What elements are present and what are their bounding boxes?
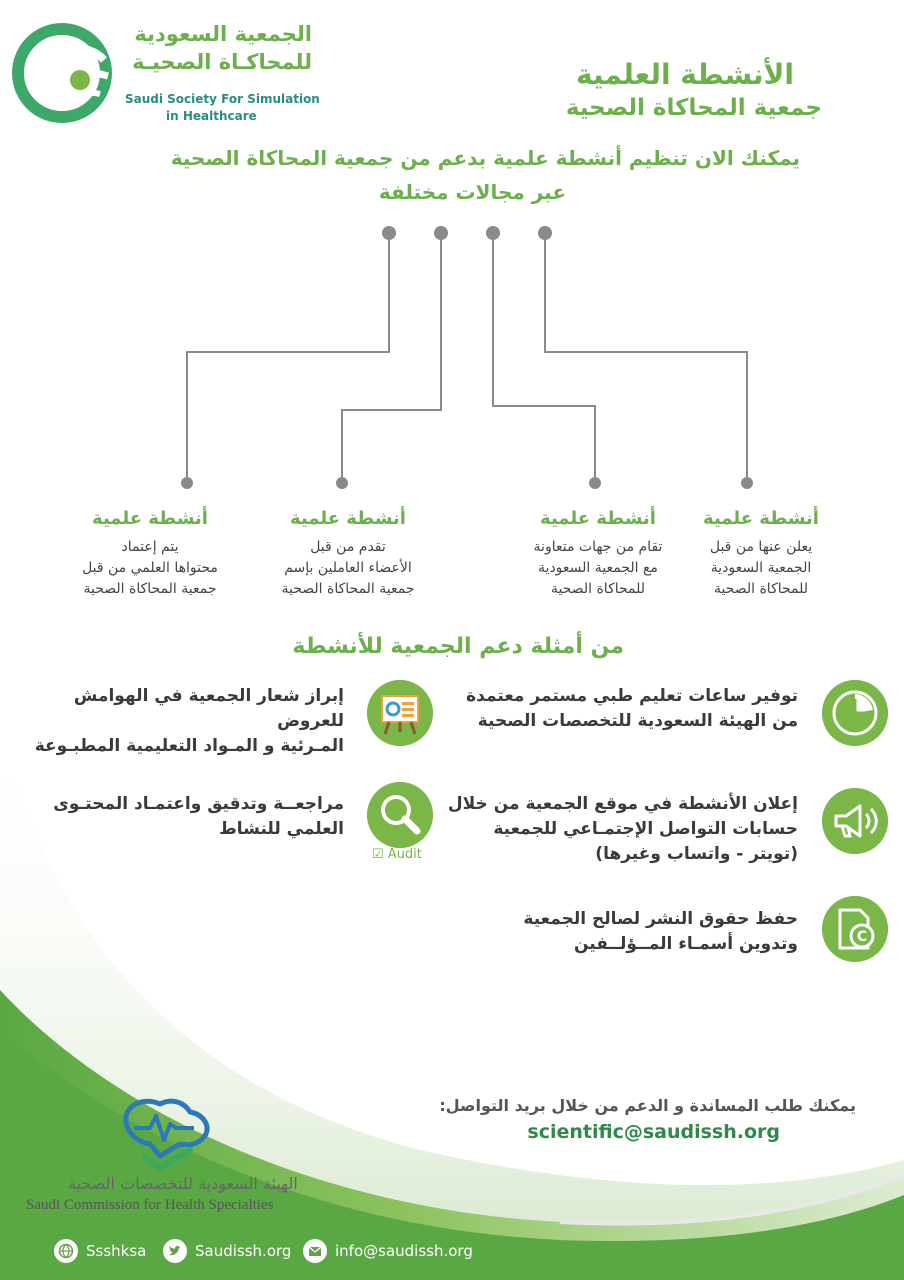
activity-type-card <box>60 508 240 600</box>
page-subtitle: جمعية المحاكاة الصحية <box>565 95 822 121</box>
contact-line: يمكنك طلب المساندة و الدعم من خلال بريد التواصل: <box>439 1096 856 1115</box>
example-line: إعلان الأنشطة في موقع الجمعية من خلال <box>447 794 798 814</box>
activity-type-line: جمعية المحاكاة الصحية <box>281 581 415 597</box>
example-item-text <box>4 684 344 759</box>
example-item-text <box>428 792 798 867</box>
megaphone-icon <box>822 788 888 854</box>
social-twitter-link[interactable] <box>163 1239 291 1263</box>
example-item-text <box>428 907 798 957</box>
activity-type-line: الأعضاء العاملين بإسم <box>284 560 412 576</box>
example-item-text <box>4 792 344 842</box>
activity-type-title: أنشطة علمية <box>290 508 406 529</box>
example-line: إبراز شعار الجمعية في الهوامش للعروض <box>73 686 344 731</box>
scfhs-name-ar: الهيئة السعودية للتخصصات الصحية <box>68 1174 298 1193</box>
example-line: (تويتر - واتساب وغيرها) <box>595 844 798 864</box>
activity-type-line: للمحاكاة الصحية <box>713 581 809 597</box>
magnifier-icon <box>367 782 433 848</box>
example-item-text <box>428 684 798 734</box>
copyright-document-icon <box>822 896 888 962</box>
activity-type-card <box>671 508 851 600</box>
society-name-ar-line1: الجمعية السعودية <box>134 22 312 46</box>
society-name-ar-line2: للمحاكـاة الصحيـة <box>132 50 312 74</box>
society-name-en-line2: in Healthcare <box>166 109 257 123</box>
scfhs-logo-icon <box>120 1094 216 1172</box>
activity-type-line: يتم إعتماد <box>121 539 179 555</box>
activity-type-line: يعلن عنها من قبل <box>709 539 813 555</box>
activity-type-line: محتواها العلمي من قبل <box>82 560 218 576</box>
globe-icon <box>54 1239 78 1263</box>
intro-line2: عبر مجالات مختلفة <box>378 180 566 204</box>
svg-text:C: C <box>856 929 868 945</box>
page-title: الأنشطة العلمية <box>576 58 794 91</box>
activity-type-title: أنشطة علمية <box>703 508 819 529</box>
social-label: Ssshksa <box>86 1242 147 1260</box>
example-line: وتدوين أسمـاء المــؤلــفين <box>573 934 798 954</box>
activity-type-card <box>258 508 438 600</box>
audit-label: Audit <box>387 847 422 862</box>
scfhs-name-en: Saudi Commission for Health Specialties <box>26 1197 274 1213</box>
contact-email-link[interactable]: scientific@saudissh.org <box>527 1121 780 1143</box>
example-line: توفير ساعات تعليم طبي مستمر معتمدة <box>466 686 798 706</box>
examples-title: من أمثلة دعم الجمعية للأنشطة <box>292 634 624 659</box>
society-name-en-line1: Saudi Society For Simulation <box>125 92 320 106</box>
activity-type-card <box>508 508 688 600</box>
presentation-board-icon <box>367 680 433 746</box>
activity-type-line: مع الجمعية السعودية <box>538 560 658 576</box>
example-line: حفظ حقوق النشر لصالح الجمعية <box>523 909 798 929</box>
social-label: Saudissh.org <box>195 1242 292 1260</box>
social-website-link[interactable] <box>54 1239 146 1263</box>
audit-badge: ☑ Audit <box>372 847 422 862</box>
activity-type-title: أنشطة علمية <box>540 508 656 529</box>
example-line: العلمي للنشاط <box>219 819 344 839</box>
mail-icon <box>303 1239 327 1263</box>
activity-type-line: تقدم من قبل <box>310 539 386 555</box>
social-email-link[interactable] <box>303 1239 473 1263</box>
twitter-icon <box>163 1239 187 1263</box>
activity-type-line: جمعية المحاكاة الصحية <box>83 581 217 597</box>
activity-type-line: الجمعية السعودية <box>710 560 812 576</box>
intro-line1: يمكنك الان تنظيم أنشطة علمية بدعم من جمعية المحاكاة الصحية <box>170 146 800 170</box>
activity-type-line: تقام من جهات متعاونة <box>533 539 663 555</box>
social-label: info@saudissh.org <box>335 1242 473 1260</box>
activity-type-title: أنشطة علمية <box>92 508 208 529</box>
activity-type-line: للمحاكاة الصحية <box>550 581 646 597</box>
clock-icon <box>822 680 888 746</box>
example-line: من الهيئة السعودية للتخصصات الصحية <box>477 711 798 731</box>
example-line: المـرئية و المـواد التعليمية المطبـوعة <box>34 736 344 756</box>
example-line: حسابات التواصل الإجتمـاعي للجمعية <box>493 819 798 839</box>
example-line: مراجعــة وتدقيق واعتمـاد المحتـوى <box>53 794 344 814</box>
